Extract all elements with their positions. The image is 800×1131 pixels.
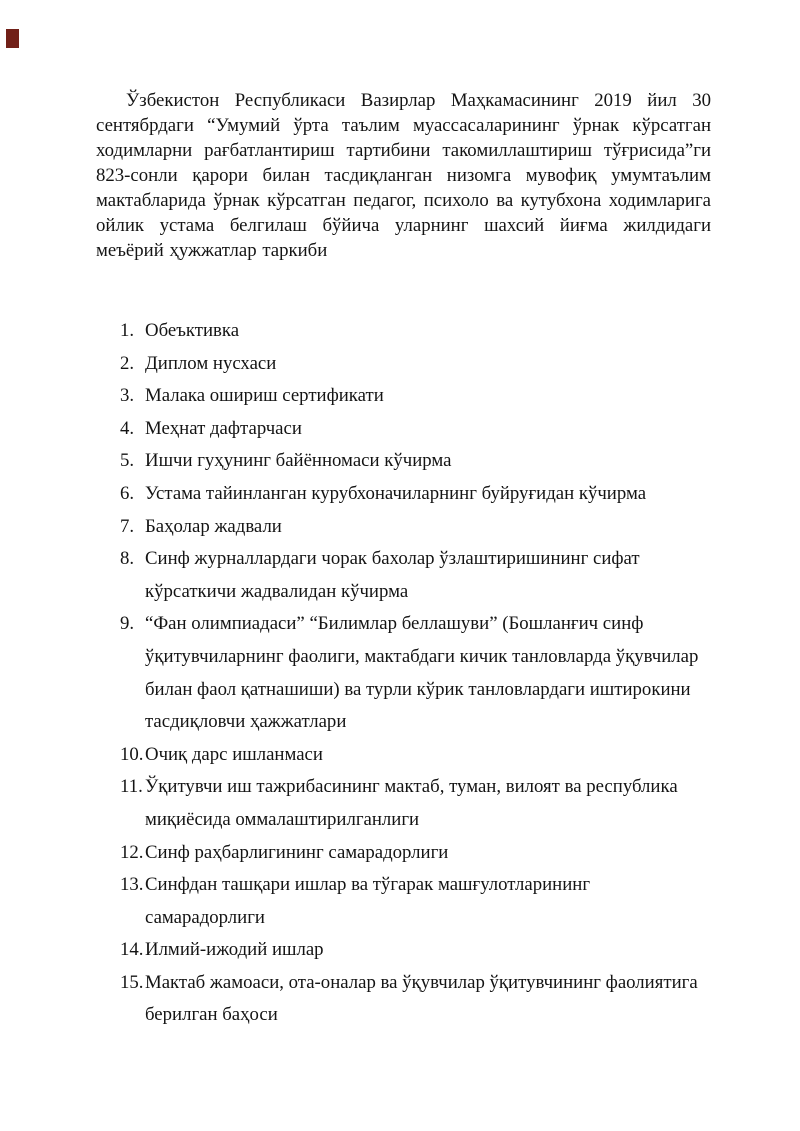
list-item-text: Ишчи гуҳунинг байённомаси кўчирма — [145, 450, 452, 472]
list-item — [96, 837, 711, 870]
list-item-text: Синфдан ташқари ишлар ва тўгарак машғулотларининг самарадорлиги — [145, 874, 591, 928]
list-item-number: 11. — [120, 776, 143, 798]
list-item-number: 14. — [120, 939, 144, 961]
list-item — [96, 739, 711, 772]
list-item-number: 4. — [120, 417, 135, 439]
list-item-text: Синф журналлардаги чорак бахолар ўзлаштиришининг сифат кўрсаткичи жадвалидан кўчирма — [145, 548, 640, 602]
list-item — [96, 543, 711, 608]
list-item-number: 9. — [120, 613, 135, 635]
list-item-number: 6. — [120, 482, 135, 504]
list-item — [96, 869, 711, 934]
list-item-text: Обеъктивка — [145, 320, 240, 341]
list-item-text: Очиқ дарс ишланмаси — [145, 743, 323, 765]
list-item-text: Синф раҳбарлигининг самарадорлиги — [145, 841, 449, 863]
list-item — [96, 413, 711, 446]
list-item-text: Ўқитувчи иш тажрибасининг мактаб, туман, вилоят ва республика миқиёсида оммалаштирилганлиги — [145, 776, 678, 830]
list-item-text: Меҳнат дафтарчаси — [145, 417, 302, 439]
list-item-text: Устама тайинланган курубхоначиларнинг буйруғидан кўчирма — [145, 482, 647, 504]
document-list — [96, 315, 711, 1032]
list-item-number: 1. — [120, 320, 135, 341]
list-item — [96, 511, 711, 544]
list-item-number: 2. — [120, 352, 135, 374]
list-item-number: 13. — [120, 874, 144, 896]
list-item-number: 15. — [120, 971, 144, 993]
list-item — [96, 348, 711, 381]
list-item-text: Илмий-ижодий ишлар — [145, 939, 324, 961]
list-item-number: 10. — [120, 743, 144, 765]
list-item — [96, 771, 711, 836]
list-item — [96, 445, 711, 478]
list-item-text: Малака ошириш сертификати — [145, 385, 384, 407]
list-item-text: “Фан олимпиадаси” “Билимлар беллашуви” (Бошланғич синф ўқитувчиларнинг фаолиги, мактабдаги кичик танловларда ўқувчилар билан фаол қатнашиши) ва турли кўрик танловлардаги иштирокини тасдиқловчи ҳажжатлари — [145, 613, 699, 733]
list-item-text: Диплом нусхаси — [145, 352, 277, 374]
intro-paragraph: Ўзбекистон Республикаси Вазирлар Маҳкамасининг 2019 йил 30 сентябрдаги “Умумий ўрта таълим муассасаларининг ўрнак кўрсатган ходимларни рағбатлантириш тартибини такомиллаштириш тўғрисида”ги 823-сонли қарори билан тасдиқланган низомга мувофиқ умумтаълим мактабларида ўрнак кўрсатган педагог, психоло ва кутубхона ходимларига ойлик устама белгилаш бўйича уларнинг шахсий йиғма жилдидаги меъёрий ҳужжатлар таркиби — [96, 90, 711, 261]
list-item — [96, 315, 711, 348]
list-item-number: 7. — [120, 515, 135, 537]
list-item-text: Баҳолар жадвали — [145, 515, 282, 537]
list-item — [96, 967, 711, 1032]
document-content — [96, 88, 711, 1032]
list-item-number: 8. — [120, 548, 135, 570]
list-item-number: 5. — [120, 450, 135, 472]
list-item — [96, 478, 711, 511]
list-item-text: Мактаб жамоаси, ота-оналар ва ўқувчилар ўқитувчининг фаолиятига берилган баҳоси — [145, 971, 698, 1026]
list-item — [96, 380, 711, 413]
list-item — [96, 608, 711, 738]
list-item-number: 12. — [120, 841, 144, 863]
corner-marker — [6, 29, 19, 48]
list-item — [96, 934, 711, 967]
list-item-number: 3. — [120, 385, 135, 407]
